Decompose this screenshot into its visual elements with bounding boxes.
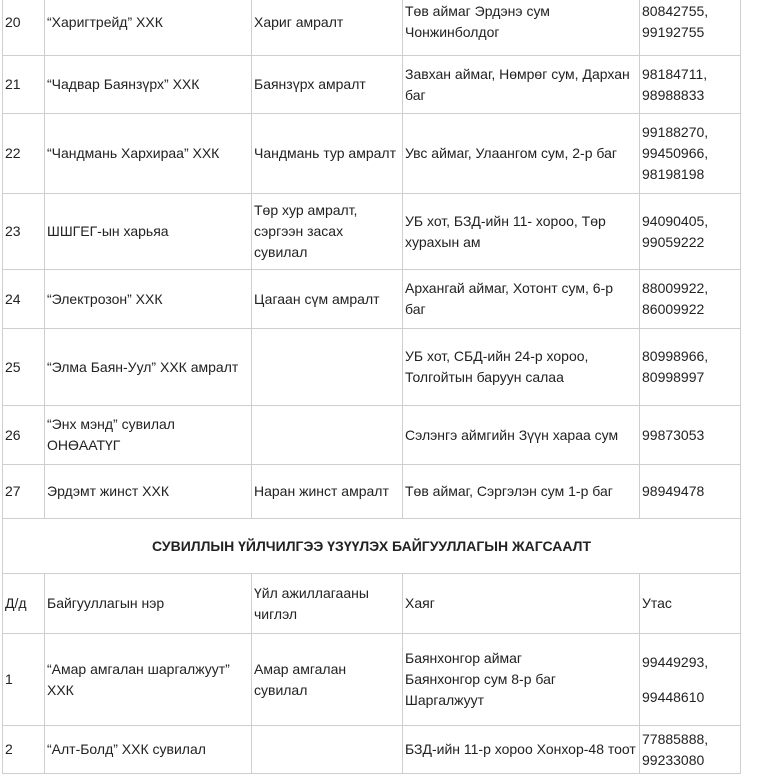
organization-name: “Элма Баян-Уул” ХХК амралт [45, 329, 252, 406]
table-row [3, 634, 741, 726]
address: Увс аймаг, Улаангом сум, 2-р баг [403, 114, 640, 194]
activity: Төр хур амралт, сэргээн засах сувилал [252, 194, 403, 270]
header-number: Д/д [3, 574, 45, 634]
address: УБ хот, БЗД-ийн 11- хороо, Төр хурахын ам [403, 194, 640, 270]
phone: 80842755, 99192755 [640, 0, 741, 56]
section-title-row [3, 519, 741, 574]
table-row [3, 726, 741, 774]
row-number: 22 [3, 114, 45, 194]
header-row [3, 574, 741, 634]
activity: Чандмань тур амралт [252, 114, 403, 194]
row-number: 2 [3, 726, 45, 774]
row-number: 24 [3, 270, 45, 329]
header-activity: Үйл ажиллагааны чиглэл [252, 574, 403, 634]
table-row [3, 194, 741, 270]
table-row [3, 329, 741, 406]
table-row [3, 114, 741, 194]
row-number: 23 [3, 194, 45, 270]
phone: 88009922, 86009922 [640, 270, 741, 329]
address: Завхан аймаг, Нөмрөг сум, Дархан баг [403, 56, 640, 114]
phone: 77885888, 99233080 [640, 726, 741, 774]
address: БЗД-ийн 11-р хороо Хонхор-48 тоот [403, 726, 640, 774]
activity: Наран жинст амралт [252, 465, 403, 519]
table-row [3, 465, 741, 519]
section-title: СУВИЛЛЫН ҮЙЛЧИЛГЭЭ ҮЗҮҮЛЭХ БАЙГУУЛЛАГЫН ЖАГСААЛТ [3, 519, 741, 574]
table-row [3, 270, 741, 329]
address: Сэлэнгэ аймгийн Зүүн хараа сум [403, 406, 640, 465]
table-row [3, 0, 741, 56]
phone: 80998966, 80998997 [640, 329, 741, 406]
activity [252, 726, 403, 774]
address: УБ хот, СБД-ийн 24-р хороо, Толгойтын баруун салаа [403, 329, 640, 406]
organization-name: “Чандмань Хархираа” ХХК [45, 114, 252, 194]
organization-table [2, 0, 741, 774]
activity [252, 406, 403, 465]
row-number: 1 [3, 634, 45, 726]
activity [252, 329, 403, 406]
header-phone: Утас [640, 574, 741, 634]
row-number: 27 [3, 465, 45, 519]
phone-gap [642, 673, 738, 687]
activity: Амар амгалан сувилал [252, 634, 403, 726]
phone: 99188270, 99450966, 98198198 [640, 114, 741, 194]
phone: 98184711, 98988833 [640, 56, 741, 114]
organization-name: ШШГЕГ-ын харьяа [45, 194, 252, 270]
address: Төв аймаг Эрдэнэ сум Чонжинболдог [403, 0, 640, 56]
phone: 99449293, 99448610 [640, 634, 741, 726]
address: Архангай аймаг, Хотонт сум, 6-р баг [403, 270, 640, 329]
header-address: Хаяг [403, 574, 640, 634]
activity: Баянзүрх амралт [252, 56, 403, 114]
activity: Хариг амралт [252, 0, 403, 56]
address: Баянхонгор аймаг Баянхонгор сум 8-р баг Шаргалжуут [403, 634, 640, 726]
row-number: 20 [3, 0, 45, 56]
row-number: 26 [3, 406, 45, 465]
organization-name: “Амар амгалан шаргалжуут” ХХК [45, 634, 252, 726]
organization-name: “Энх мэнд” сувилал ОНӨААТҮГ [45, 406, 252, 465]
organization-name: “Алт-Болд” ХХК сувилал [45, 726, 252, 774]
organization-name: “Харигтрейд” ХХК [45, 0, 252, 56]
organization-name: “Чадвар Баянзүрх” ХХК [45, 56, 252, 114]
row-number: 25 [3, 329, 45, 406]
header-organization-name: Байгууллагын нэр [45, 574, 252, 634]
table-row [3, 56, 741, 114]
phone: 94090405, 99059222 [640, 194, 741, 270]
row-number: 21 [3, 56, 45, 114]
address: Төв аймаг, Сэргэлэн сум 1-р баг [403, 465, 640, 519]
organization-name: “Электрозон” ХХК [45, 270, 252, 329]
activity: Цагаан сүм амралт [252, 270, 403, 329]
organization-name: Эрдэмт жинст ХХК [45, 465, 252, 519]
phone: 99873053 [640, 406, 741, 465]
phone: 98949478 [640, 465, 741, 519]
table-row [3, 406, 741, 465]
